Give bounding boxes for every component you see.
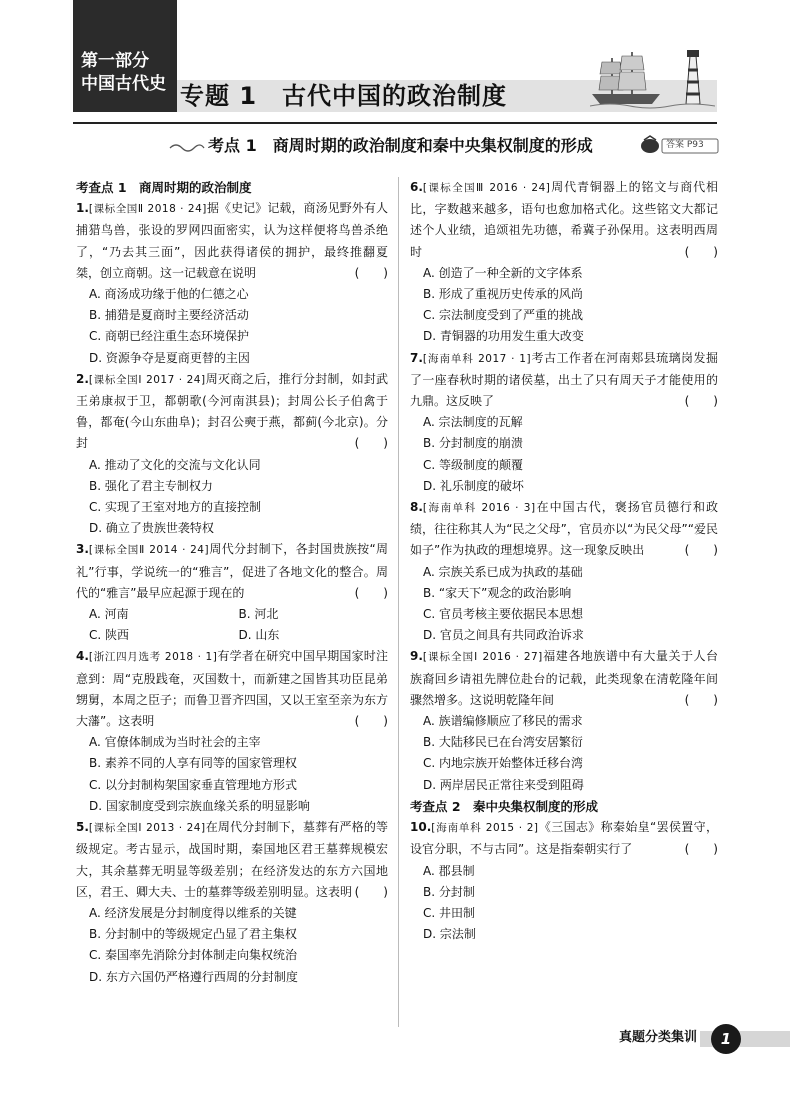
answer-option-row — [76, 625, 388, 646]
answer-blank: ( ) — [684, 244, 718, 259]
header-rule — [73, 122, 717, 124]
question-source: [课标全国Ⅱ 2018 · 24] — [88, 203, 207, 216]
answer-blank: ( ) — [354, 714, 388, 729]
question-text: 考古工作者在河南郏县琉璃岗发掘了一座春秋时期的诸侯墓，出土了只有周天子才能使用的九鼎。这反映了 — [410, 350, 718, 409]
answer-option: A. 宗族关系已成为执政的基础 — [423, 564, 583, 579]
answer-option: B. 大陆移民已在台湾安居繁衍 — [423, 735, 583, 750]
question-number: 6. — [410, 180, 423, 194]
answer-option: D. 山东 — [238, 628, 280, 643]
answer-option: C. 井田制 — [423, 905, 476, 920]
question-number: 8. — [410, 500, 423, 515]
answer-option: A. 族谱编修顺应了移民的需求 — [423, 714, 583, 729]
part-label-line2: 中国古代史 — [81, 74, 166, 94]
answer-option: C. 以分封制构架国家垂直管理地方形式 — [89, 777, 298, 792]
answer-blank: ( ) — [354, 436, 388, 451]
answer-blank: ( ) — [684, 692, 718, 707]
question-number: 4. — [76, 649, 89, 664]
answer-option: C. 实现了王室对地方的直接控制 — [89, 500, 262, 515]
question — [76, 817, 388, 903]
question-text: 有学者在研究中国早期国家时注意到：周“克殷践奄，灭国数十，而新建之国皆其功臣昆弟甥舅，本周之臣子；而鲁卫晋齐四国，又以王室至亲为东方大藩”。这表明 — [76, 649, 389, 729]
answer-option: C. 秦国率先消除分封体制走向集权统治 — [89, 948, 298, 963]
answer-option: D. 资源争夺是夏商更替的主因 — [89, 350, 250, 365]
answer-option: B. 强化了君主专制权力 — [89, 478, 213, 493]
answer-blank: ( ) — [354, 585, 388, 600]
answer-option: A. 宗法制度的瓦解 — [423, 415, 523, 430]
section-heading: 考点 1 商周时期的政治制度和秦中央集权制度的形成 — [208, 136, 593, 155]
part-label-line1: 第一部分 — [81, 51, 149, 71]
question — [76, 198, 388, 284]
answer-option: C. 内地宗族开始整体迁移台湾 — [423, 756, 584, 771]
answer-option: B. 分封制度的崩溃 — [423, 436, 523, 451]
question-number: 3. — [76, 542, 89, 557]
question-source: [浙江四月选考 2018 · 1] — [88, 651, 218, 664]
subsection-heading: 考查点 1 商周时期的政治制度 — [76, 180, 252, 195]
question — [410, 348, 718, 413]
answer-reference: 答案 P93 — [666, 140, 704, 150]
question — [410, 817, 718, 860]
question — [76, 539, 388, 604]
ship-lighthouse-illustration — [590, 48, 715, 110]
question-number: 2. — [76, 371, 89, 386]
answer-option: A. 郡县制 — [423, 863, 475, 878]
question-source: [课标全国Ⅱ 2014 · 24] — [88, 544, 210, 557]
question-number: 1. — [76, 201, 89, 216]
part-label — [73, 0, 177, 112]
page-title: 专题 1 古代中国的政治制度 — [180, 82, 508, 110]
answer-option: A. 创造了一种全新的文字体系 — [423, 265, 583, 280]
answer-option: D. 国家制度受到宗族血缘关系的明显影响 — [89, 798, 310, 813]
question-source: [课标全国Ⅰ 2016 · 27] — [422, 651, 543, 664]
question — [410, 646, 718, 711]
question-text: 周灭商之后，推行分封制，如封武王弟康叔于卫，都朝歌(今河南淇县)；封周公长子伯禽于鲁，都奄(今山东曲阜)；封召公奭于燕，都蓟(今北京)。分封 — [76, 371, 388, 451]
question-text: 《三国志》称秦始皇“罢侯置守，设官分职，不与古同”。这是指秦朝实行了 — [410, 820, 718, 857]
answer-option: D. 东方六国仍严格遵行西周的分封制度 — [89, 969, 298, 984]
answer-option: A. 商汤成功缘于他的仁德之心 — [89, 287, 249, 302]
question-source: [课标全国Ⅲ 2016 · 24] — [422, 182, 551, 194]
answer-option: B. 分封制中的等级规定凸显了君主集权 — [89, 927, 297, 942]
question-source: [海南单科 2017 · 1] — [422, 352, 532, 365]
question — [410, 497, 718, 562]
answer-option: B. 形成了重视历史传承的风尚 — [423, 287, 583, 302]
answer-option: C. 商朝已经注重生态环境保护 — [89, 329, 250, 344]
answer-option: D. 宗法制 — [423, 927, 476, 942]
answer-blank: ( ) — [684, 842, 718, 857]
answer-option: B. 素养不同的人享有同等的国家管理权 — [89, 756, 297, 771]
question — [410, 177, 718, 263]
answer-option: C. 陕西 — [89, 628, 130, 643]
left-column — [76, 177, 388, 988]
answer-option: B. 捕猎是夏商时主要经济活动 — [89, 308, 249, 323]
answer-option: A. 官僚体制成为当时社会的主宰 — [89, 735, 261, 750]
answer-blank: ( ) — [354, 884, 388, 899]
question — [76, 646, 388, 732]
question-text: 在周代分封制下，墓葬有严格的等级规定。考古显示，战国时期，秦国地区君王墓葬规模宏大，其余墓葬无明显等级差别；在经济发达的东方六国地区，君王、卿大夫、士的墓葬等级差别明显。这表明 — [76, 820, 388, 899]
answer-option: C. 宗法制度受到了严重的挑战 — [423, 308, 584, 323]
answer-option: C. 官员考核主要依据民本思想 — [423, 607, 584, 622]
question-number: 9. — [410, 649, 423, 664]
answer-blank: ( ) — [354, 265, 388, 280]
question-text: 周代青铜器上的铭文与商代相比，字数越来越多，语句也愈加格式化。这些铭文大都记述个人业绩，追颂祖先功德，希冀子孙保用。这表明西周时 — [410, 180, 718, 259]
page-number: 1 — [711, 1024, 741, 1054]
answer-option: D. 礼乐制度的破坏 — [423, 478, 524, 493]
answer-option: B. 分封制 — [423, 884, 475, 899]
answer-option: A. 经济发展是分封制度得以维系的关键 — [89, 905, 297, 920]
question-source: [课标全国Ⅰ 2013 · 24] — [88, 822, 206, 835]
question-number: 7. — [410, 350, 423, 365]
question-source: [课标全国Ⅰ 2017 · 24] — [88, 373, 206, 386]
question — [76, 369, 388, 455]
right-column — [410, 177, 718, 945]
answer-blank: ( ) — [684, 543, 718, 558]
answer-option: D. 两岸居民正常往来受到阻碍 — [423, 777, 584, 792]
question-text: 据《史记》记载，商汤见野外有人捕猎鸟兽，张设的罗网四面密实，认为这样便将鸟兽杀绝了，“乃去其三面”，因此获得诸侯的拥护，最终推翻夏桀，创立商朝。这一记载意在说明 — [76, 201, 388, 280]
question-number: 5. — [76, 820, 89, 835]
answer-option: A. 推动了文化的交流与文化认同 — [89, 457, 261, 472]
answer-option: A. 河南 — [89, 607, 129, 622]
answer-blank: ( ) — [684, 394, 718, 409]
question-source: [海南单科 2015 · 2] — [431, 822, 539, 835]
answer-option: D. 确立了贵族世袭特权 — [89, 521, 214, 536]
question-text: 在中国古代，褒扬官员德行和政绩，往往称其人为“民之父母”，官员亦以“为民父母”“爱民如子”作为执政的理想境界。这一现象反映出 — [410, 500, 718, 558]
answer-option: B. “家天下”观念的政治影响 — [423, 585, 572, 600]
answer-option-row — [76, 604, 388, 625]
column-divider — [398, 177, 399, 1027]
question-number: 10. — [410, 820, 432, 835]
swirl-ornament-icon — [168, 142, 206, 154]
answer-option: D. 官员之间具有共同政治诉求 — [423, 628, 584, 643]
answer-option: D. 青铜器的功用发生重大改变 — [423, 329, 584, 344]
book-name: 真题分类集训 — [619, 1030, 698, 1045]
subsection-heading: 考查点 2 秦中央集权制度的形成 — [410, 798, 599, 814]
question-text: 福建各地族谱中有大量关于人台族裔回乡请祖先牌位赴台的记载，此类现象在清乾隆年间骤然增多。这说明乾隆年间 — [410, 649, 718, 707]
question-text: 周代分封制下，各封国贵族按“周礼”行事，学说统一的“雅言”，促进了各地文化的整合。周代的“雅言”最早应起源于现在的 — [76, 542, 389, 600]
question-source: [海南单科 2016 · 3] — [422, 502, 536, 515]
answer-option: B. 河北 — [238, 607, 279, 622]
answer-option: C. 等级制度的颠覆 — [423, 457, 524, 472]
